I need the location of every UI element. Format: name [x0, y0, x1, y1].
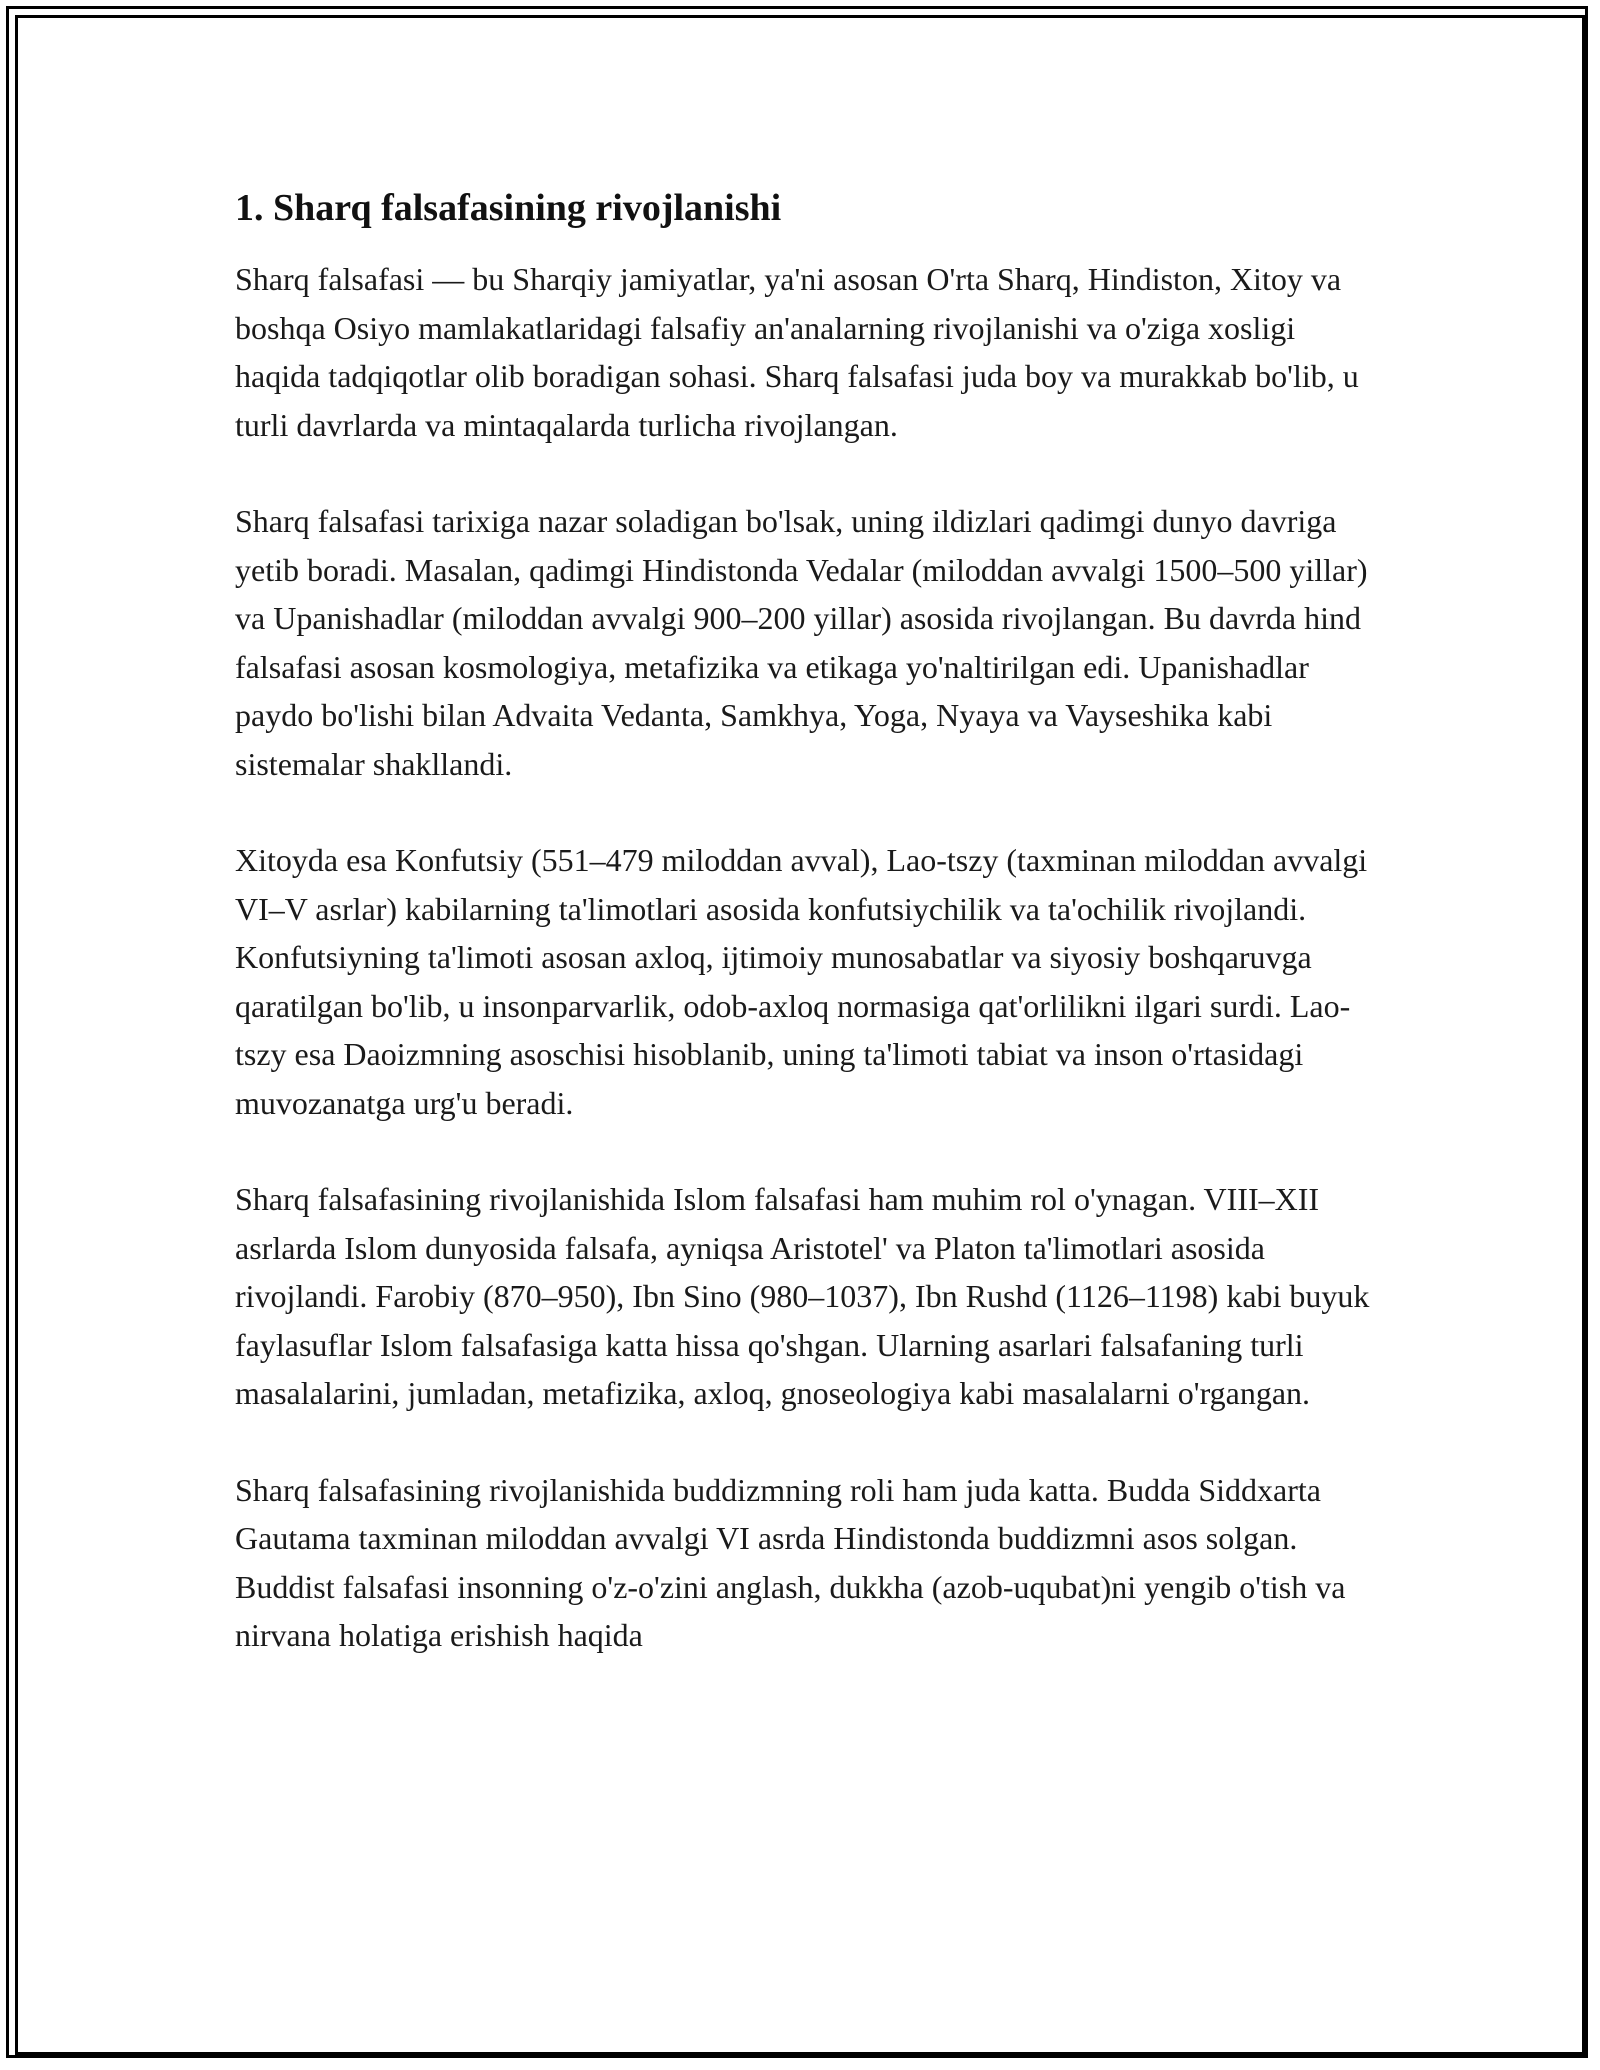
- paragraph-buddhism: Sharq falsafasining rivojlanishida buddizmning roli ham juda katta. Budda Siddxarta Gautama taxminan miloddan avvalgi VI asrda Hindistonda buddizmni asos solgan. Buddist falsafasi insonning o'z-o'zini anglash, dukkha (azob-uqubat)ni yengib o'tish va nirvana holatiga erishish haqida: [235, 1471, 1346, 1653]
- section-heading: 1. Sharq falsafasining rivojlanishi: [235, 187, 782, 229]
- paragraph-islam: Sharq falsafasining rivojlanishida Islom falsafasi ham muhim rol o'ynagan. VIII–XII asrlarda Islom dunyosida falsafa, ayniqsa Aristotel' va Platon ta'limotlari asosida rivojlandi. Farobiy (870–950), Ibn Sino (980–1037), Ibn Rushd (1126–1198) kabi buyuk faylasuflar Islom falsafasiga katta hissa qo'shgan. Ularning asarlari falsafaning turli masalalarini, jumladan, metafizika, axloq, gnoseologiya kabi masalalarni o'rgangan.: [235, 1181, 1370, 1411]
- paragraph-intro: Sharq falsafasi — bu Sharqiy jamiyatlar, ya'ni asosan O'rta Sharq, Hindiston, Xitoy va boshqa Osiyo mamlakatlaridagi falsafiy an'analarning rivojlanishi va o'ziga xosligi haqida tadqiqotlar olib boradigan sohasi. Sharq falsafasi juda boy va murakkab bo'lib, u turli davrlarda va mintaqalarda turlicha rivojlangan.: [235, 261, 1359, 443]
- paragraph-india: Sharq falsafasi tarixiga nazar soladigan bo'lsak, uning ildizlari qadimgi dunyo davriga yetib boradi. Masalan, qadimgi Hindistonda Vedalar (miloddan avvalgi 1500–500 yillar) va Upanishadlar (miloddan avvalgi 900–200 yillar) asosida rivojlangan. Bu davrda hind falsafasi asosan kosmologiya, metafizika va etikaga yo'naltirilgan edi. Upanishadlar paydo bo'lishi bilan Advaita Vedanta, Samkhya, Yoga, Nyaya va Vayseshika kabi sistemalar shakllandi.: [235, 503, 1368, 782]
- document-body: [235, 183, 1375, 1708]
- paragraph-china: Xitoyda esa Konfutsiy (551–479 miloddan avval), Lao-tszy (taxminan miloddan avvalgi VI–V asrlar) kabilarning ta'limotlari asosida konfutsiychilik va ta'ochilik rivojlandi. Konfutsiyning ta'limoti asosan axloq, ijtimoiy munosabatlar va siyosiy boshqaruvga qaratilgan bo'lib, u insonparvarlik, odob-axloq normasiga qat'orlilikni ilgari surdi. Lao-tszy esa Daoizmning asoschisi hisoblanib, uning ta'limoti tabiat va inson o'rtasidagi muvozanatga urg'u beradi.: [235, 842, 1368, 1121]
